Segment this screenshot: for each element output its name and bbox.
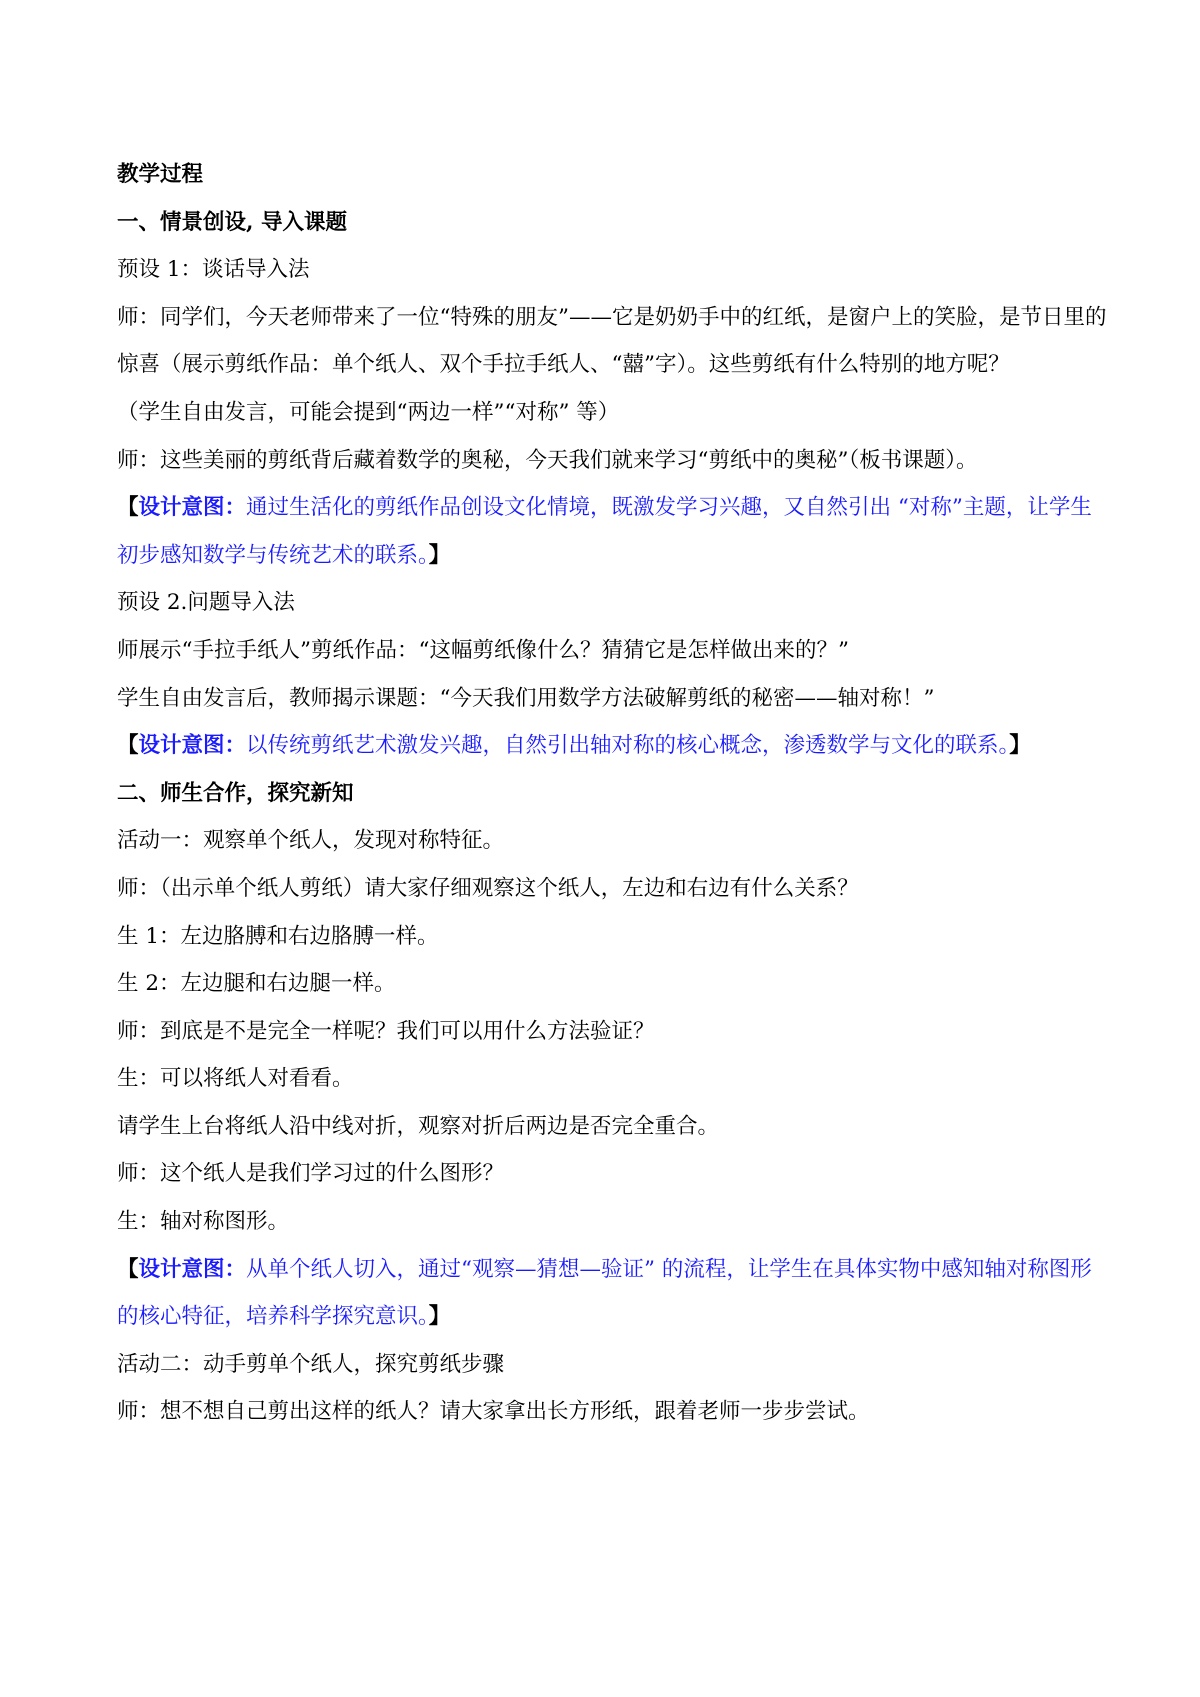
paragraph-teacher-intro: 师：同学们，今天老师带来了一位“特殊的朋友”——它是奶奶手中的红纸，是窗户上的笑脸，是节日里的惊喜（展示剪纸作品：单个纸人、双个手拉手纸人、“囍”字）。这些剪纸有什么特别的地方呢？	[117, 304, 1107, 378]
activity-1: 活动一：观察单个纸人，发现对称特征。	[117, 828, 505, 854]
preset-1: 预设 1：谈话导入法	[117, 257, 310, 283]
bracket-open: 【	[117, 733, 139, 759]
paragraph-student-1: 生 1：左边胳膊和右边胳膊一样。	[117, 923, 439, 949]
design-intent-label: 设计意图：	[138, 1256, 247, 1282]
activity-2: 活动二：动手剪单个纸人，探究剪纸步骤	[117, 1351, 505, 1377]
bracket-open: 【	[117, 495, 139, 521]
design-intent-2	[117, 722, 1107, 770]
section-heading-1: 一、情景创设, 导入课题	[117, 209, 347, 235]
section-heading-2: 二、师生合作，探究新知	[117, 780, 354, 806]
paragraph-student-answer: 生：轴对称图形。	[117, 1209, 290, 1235]
paragraph-student-fold: 生：可以将纸人对看看。	[117, 1066, 354, 1092]
paragraph-teacher-observe: 师：（出示单个纸人剪纸）请大家仔细观察这个纸人，左边和右边有什么关系？	[117, 875, 859, 901]
paragraph-reveal-topic: 学生自由发言后，教师揭示课题：“今天我们用数学方法破解剪纸的秘密——轴对称！”	[117, 685, 935, 711]
paragraph-teacher-cut: 师：想不想自己剪出这样的纸人？请大家拿出长方形纸，跟着老师一步步尝试。	[117, 1399, 870, 1425]
bracket-close: 】	[1009, 733, 1031, 759]
design-intent-text: 从单个纸人切入，通过“观察—猜想—验证” 的流程，让学生在具体实物中感知轴对称图形的核心特征，培养科学探究意识。	[117, 1256, 1092, 1330]
paragraph-fold-instruction: 请学生上台将纸人沿中线对折，观察对折后两边是否完全重合。	[117, 1113, 720, 1139]
paragraph-teacher-verify: 师：到底是不是完全一样呢？我们可以用什么方法验证？	[117, 1018, 655, 1044]
paragraph-teacher-shape: 师：这个纸人是我们学习过的什么图形？	[117, 1161, 505, 1187]
bracket-close: 】	[428, 542, 451, 568]
document-page	[117, 151, 1107, 1436]
preset-2: 预设 2.问题导入法	[117, 590, 295, 616]
design-intent-text: 以传统剪纸艺术激发兴趣，自然引出轴对称的核心概念，渗透数学与文化的联系。	[246, 733, 1010, 759]
design-intent-1	[117, 484, 1107, 579]
paragraph-student-response: （学生自由发言，可能会提到“两边一样”“对称” 等）	[117, 399, 620, 425]
paragraph-student-2: 生 2：左边腿和右边腿一样。	[117, 971, 396, 997]
bracket-close: 】	[428, 1304, 451, 1330]
paragraph-teacher-topic: 师：这些美丽的剪纸背后藏着数学的奥秘，今天我们就来学习“剪纸中的奥秘”（板书课题）。	[117, 447, 978, 473]
paragraph-teacher-show: 师展示“手拉手纸人”剪纸作品：“这幅剪纸像什么？猜猜它是怎样做出来的？”	[117, 637, 849, 663]
design-intent-text: 通过生活化的剪纸作品创设文化情境，既激发学习兴趣，又自然引出 “对称”主题，让学生初步感知数学与传统艺术的联系。	[117, 495, 1092, 568]
design-intent-label: 设计意图：	[138, 495, 247, 521]
doc-title: 教学过程	[117, 162, 204, 187]
bracket-open: 【	[117, 1256, 139, 1282]
design-intent-label: 设计意图：	[138, 733, 247, 759]
design-intent-3	[117, 1246, 1107, 1341]
